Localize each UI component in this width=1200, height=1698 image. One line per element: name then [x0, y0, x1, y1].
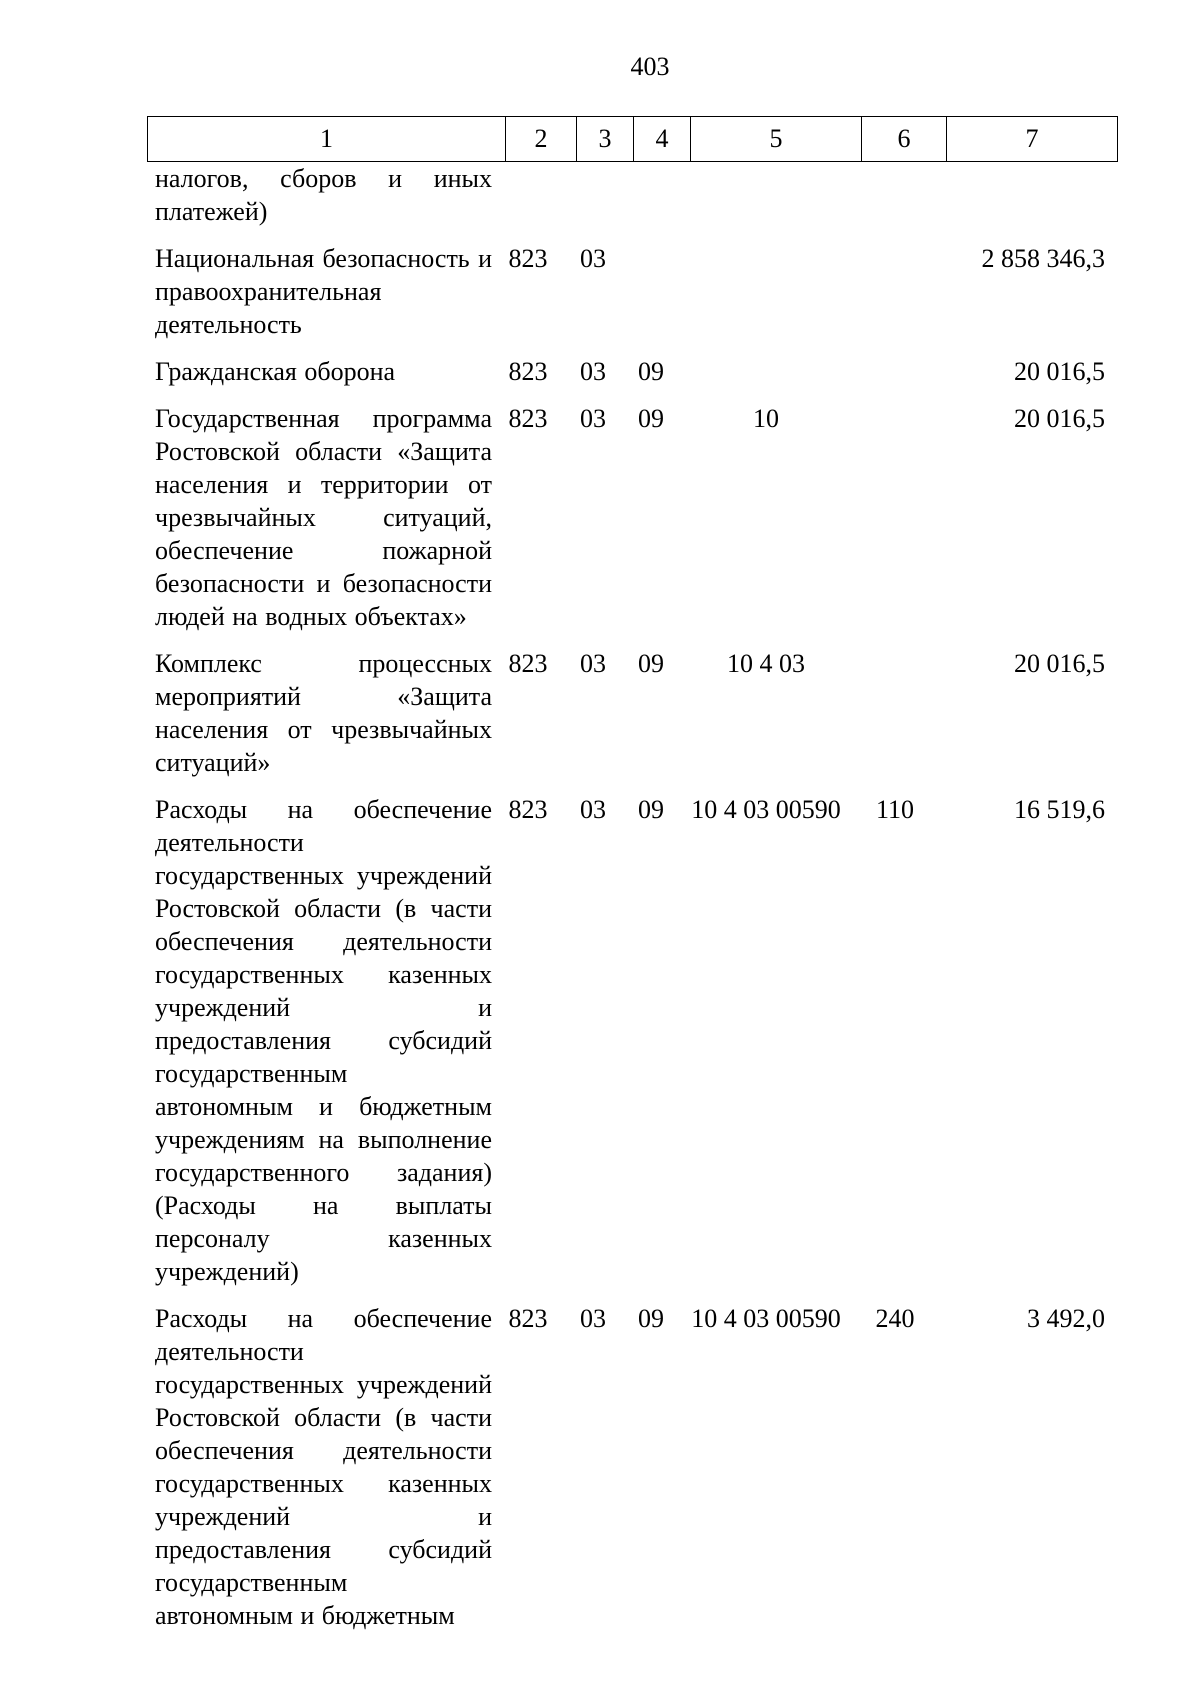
row-name: Национальная безопасность и правоохранительная деятельность	[155, 244, 492, 339]
row-col-4: 09	[638, 649, 664, 678]
row-col-2: 823	[508, 357, 548, 386]
row-col-3: 03	[580, 795, 606, 824]
row-col-5: 10	[753, 404, 779, 433]
row-col-4: 09	[638, 357, 664, 386]
table-row	[147, 355, 1124, 388]
row-col-2: 823	[508, 795, 548, 824]
table-body	[147, 162, 1124, 1646]
header-col-5: 5	[691, 117, 862, 162]
table-row	[147, 162, 1124, 228]
row-name: Расходы на обеспечение деятельности государственных учреждений Ростовской области (в части обеспечения деятельности государственных казенных учреждений и предоставления субсидий государственным автономным и бюджетным	[155, 1304, 492, 1630]
table-row	[147, 402, 1124, 633]
row-name: Расходы на обеспечение деятельности государственных учреждений Ростовской области (в части обеспечения деятельности государственных казенных учреждений и предоставления субсидий государственным автономным и бюджетным учреждениям на выполнение государственного задания) (Расходы на выплаты персоналу казенных учреждений)	[155, 795, 492, 1286]
page-number: 403	[630, 52, 670, 81]
header-col-3: 3	[577, 117, 634, 162]
table-row	[147, 1302, 1124, 1632]
row-col-4: 09	[638, 404, 664, 433]
table-header	[147, 116, 1118, 162]
row-col-6: 110	[875, 795, 915, 824]
row-col-7: 20 016,5	[1014, 357, 1105, 386]
row-col-2: 823	[508, 404, 548, 433]
header-col-2: 2	[506, 117, 577, 162]
row-col-3: 03	[580, 404, 606, 433]
row-col-6: 240	[875, 1304, 915, 1333]
row-col-7: 16 519,6	[1014, 795, 1105, 824]
row-col-5: 10 4 03 00590	[691, 795, 841, 824]
row-col-4: 09	[638, 1304, 664, 1333]
row-col-3: 03	[580, 1304, 606, 1333]
table-row	[147, 242, 1124, 341]
row-name: Государственная программа Ростовской области «Защита населения и территории от чрезвычайных ситуаций, обеспечение пожарной безопасности и безопасности людей на водных объектах»	[155, 404, 492, 631]
row-name: Гражданская оборона	[155, 357, 396, 386]
row-col-3: 03	[580, 357, 606, 386]
row-col-3: 03	[580, 649, 606, 678]
row-col-2: 823	[508, 244, 548, 273]
row-name: налогов, сборов и иных платежей)	[155, 164, 492, 226]
table-row	[147, 793, 1124, 1288]
header-col-6: 6	[862, 117, 947, 162]
row-col-2: 823	[508, 1304, 548, 1333]
row-col-5: 10 4 03 00590	[691, 1304, 841, 1333]
header-col-4: 4	[634, 117, 691, 162]
table-row	[147, 647, 1124, 779]
header-col-1: 1	[148, 117, 506, 162]
row-col-7: 20 016,5	[1014, 649, 1105, 678]
row-col-2: 823	[508, 649, 548, 678]
row-name: Комплекс процессных мероприятий «Защита населения от чрезвычайных ситуаций»	[155, 649, 492, 777]
header-col-7: 7	[947, 117, 1118, 162]
row-col-7: 20 016,5	[1014, 404, 1105, 433]
row-col-5: 10 4 03	[727, 649, 805, 678]
row-col-7: 2 858 346,3	[981, 244, 1105, 273]
row-col-3: 03	[580, 244, 606, 273]
row-col-7: 3 492,0	[1027, 1304, 1105, 1333]
row-col-4: 09	[638, 795, 664, 824]
